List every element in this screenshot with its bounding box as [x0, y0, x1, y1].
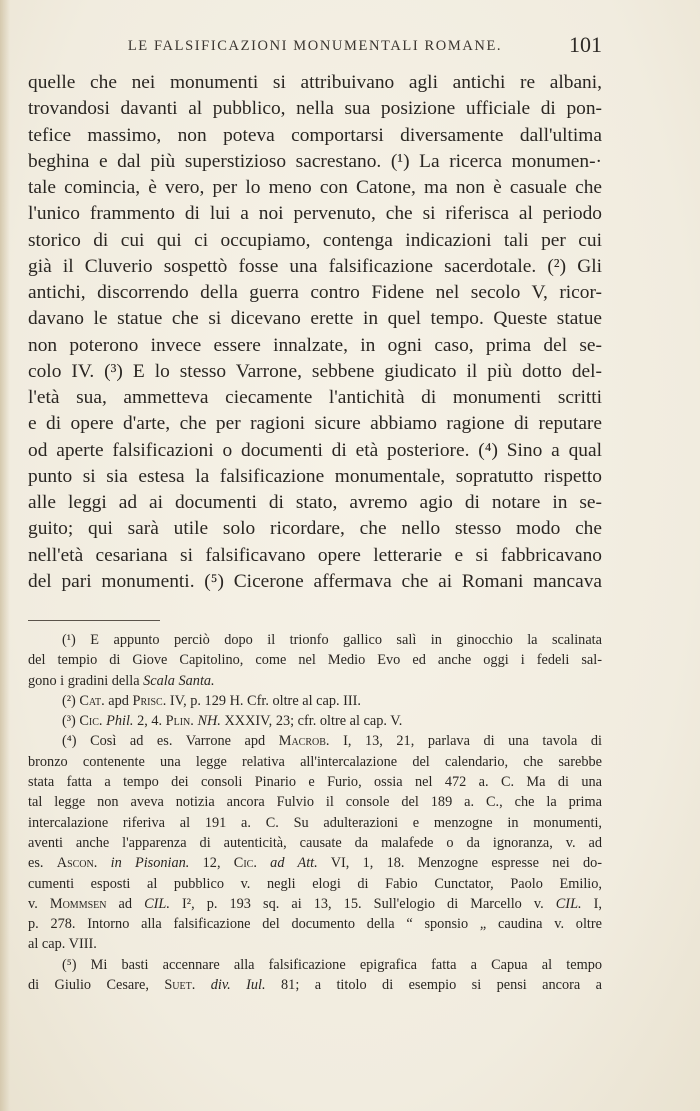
text-line: guito; qui sarà utile solo ricordare, che nello stesso modo che	[28, 518, 602, 540]
footnote-text: 12,	[189, 855, 234, 872]
footnotes	[28, 630, 602, 995]
footnote-marker: (²)	[62, 692, 80, 709]
text-line: davano le statue che si dicevano erette in quel tempo. Queste statue	[28, 308, 602, 330]
footnote-italic: div. Iul.	[210, 977, 266, 994]
main-text	[28, 70, 602, 595]
footnote-line	[28, 813, 602, 833]
footnote-abbrev: Cic.	[233, 855, 257, 872]
footnote-text: di Giulio Cesare,	[28, 977, 165, 994]
footnote-text: ad	[106, 895, 145, 912]
text-line: colo IV. (³) E lo stesso Varrone, sebbene giudicato il più dotto del-	[28, 360, 602, 382]
footnote-italic: NH.	[197, 713, 221, 730]
text-line: beghina e dal più superstizioso sacrestano. (¹) La ricerca monumen-·	[28, 150, 602, 172]
footnote-text: stata fatta a tempo dei consoli Pinario e Furio, ossia nel 472 a. C. Ma di una	[28, 774, 602, 791]
footnote-text: I², p. 193 sq. ai 13, 15. Sull'elogio di Marcello v.	[169, 895, 556, 912]
footnote-text: gono i gradini della	[28, 672, 144, 689]
footnote-line	[28, 955, 602, 975]
footnote-line	[28, 691, 602, 711]
text-line: e di opere d'arte, che per ragioni sicure abbiamo ragione di reputare	[28, 413, 602, 435]
footnote-line	[28, 975, 602, 995]
footnote-line	[28, 752, 602, 772]
running-title: LE FALSIFICAZIONI MONUMENTALI ROMANE.	[127, 38, 503, 54]
footnote-text: (⁴) Così ad es. Varrone apd	[62, 733, 279, 750]
footnote-text: del tempio di Giove Capitolino, come nel Medio Evo ed anche oggi i fedeli sal-	[28, 652, 602, 669]
footnote-text: 2, 4.	[133, 713, 166, 730]
footnote-abbrev: Macrob.	[278, 733, 330, 750]
footnote-text: cumenti esposti al pubblico v. negli elogi di Fabio Cunctator, Paolo Emilio,	[28, 875, 602, 892]
footnote-text: apd	[104, 692, 133, 709]
footnote-text: (⁵) Mi basti accennare alla falsificazione epigrafica fatta a Capua al tempo	[62, 956, 602, 973]
footnote-line	[28, 711, 602, 731]
footnote-line	[28, 874, 602, 894]
text-line: alle leggi ad ai documenti di stato, avremo agio di notare in se-	[28, 492, 602, 513]
footnote-line	[28, 630, 602, 650]
footnote-text: aventi anche l'apparenza di autenticità, causate da malafede o da ignoranza, v. ad	[28, 834, 602, 851]
footnote-text: v.	[28, 895, 50, 912]
footnote-line	[28, 894, 602, 914]
footnote-text: al cap. VIII.	[28, 936, 97, 953]
running-head	[28, 30, 602, 64]
footnote-italic: Phil.	[106, 713, 134, 730]
footnote-text: I, 13, 21, parlava di una tavola di	[329, 733, 602, 750]
footnote-space	[195, 977, 210, 993]
footnote-italic: ad Att.	[270, 855, 318, 872]
text-line: trovandosi davanti al pubblico, nella sua posizione ufficiale di pon-	[28, 98, 602, 120]
footnote-line	[28, 650, 602, 670]
footnote-abbrev: Mommsen	[49, 895, 107, 912]
footnote-text: es.	[28, 855, 57, 872]
footnote-italic: CIL.	[555, 895, 582, 912]
text-line: od aperte falsificazioni o documenti di età posteriore. (⁴) Sino a qual	[28, 439, 602, 461]
text-line: già il Cluverio sospettò fosse una falsificazione sacerdotale. (²) Gli	[28, 255, 602, 277]
footnote-italic: in Pisonian.	[110, 855, 190, 872]
text-line: quelle che nei monumenti si attribuivano agli antichi re albani,	[28, 72, 602, 93]
footnote-text: IV, p. 129 H. Cfr. oltre al cap. III.	[166, 692, 361, 709]
footnote-line	[28, 792, 602, 812]
footnote-line	[28, 731, 602, 751]
footnote-separator	[28, 620, 160, 621]
page-number: 101	[569, 32, 602, 57]
footnote-text: (¹) E appunto perciò dopo il trionfo gallico salì in ginocchio la scalinata	[62, 632, 602, 648]
footnote-line	[28, 853, 602, 873]
footnote-line	[28, 671, 602, 691]
text-line: nell'età cesariana si falsificavano opere letterarie e si fabbricavano	[28, 544, 602, 566]
footnote-text: p. 278. Intorno alla falsificazione del documento della “ sponsio „ caudina v. oltre	[28, 916, 602, 933]
text-line: antichi, discorrendo della guerra contro Fidene nel secolo V, ricor-	[28, 282, 602, 303]
footnote-abbrev: Plin.	[165, 713, 194, 730]
footnote-line	[28, 914, 602, 934]
footnote-text: 81; a titolo di esempio si pensi ancora a	[265, 977, 602, 994]
footnote-abbrev: Cat.	[79, 692, 105, 709]
text-line: l'età sua, ammetteva ciecamente l'antichità di monumenti scritti	[28, 387, 602, 408]
footnote-space	[257, 855, 270, 871]
footnote-abbrev: Suet.	[164, 977, 196, 994]
footnote-text: bronzo contenente una legge relativa all'intercalazione del calendario, che sarebbe	[28, 753, 602, 770]
footnote-italic: CIL.	[144, 895, 170, 912]
text-line: tefice massimo, non poteva comportarsi diversamente dall'ultima	[28, 124, 602, 146]
footnote-line	[28, 934, 602, 954]
footnote-abbrev: Cic.	[79, 713, 103, 730]
footnote-text: XXXIV, 23; cfr. oltre al cap. V.	[220, 713, 403, 730]
footnote-italic: Scala Santa.	[143, 672, 215, 689]
footnote-line	[28, 833, 602, 853]
text-line: storico di cui qui ci occupiamo, contenga indicazioni tali per cui	[28, 229, 602, 251]
footnote-abbrev: Ascon.	[56, 855, 98, 872]
footnote-text: I,	[581, 895, 602, 912]
gutter-shadow	[0, 0, 10, 1111]
text-line: punto si sia estesa la falsificazione monumentale, sopratutto rispetto	[28, 465, 602, 487]
footnote-text: intercalazione riferiva al 191 a. C. Su adulterazioni e menzogne in monumenti,	[28, 814, 602, 831]
text-line: non poterono invece essere innalzate, in ogni caso, prima del se-	[28, 334, 602, 356]
text-line: l'unico frammento di lui a noi pervenuto, che si riferisca al periodo	[28, 203, 602, 225]
footnote-marker: (³)	[62, 713, 80, 730]
footnote-text: VI, 1, 18. Menzogne espresse nei do-	[317, 855, 602, 872]
footnote-space	[97, 855, 110, 871]
text-line: tale comincia, è vero, per lo meno con Catone, ma non è casuale che	[28, 177, 602, 198]
footnote-line	[28, 772, 602, 792]
footnote-abbrev: Prisc.	[132, 692, 167, 709]
text-line: del pari monumenti. (⁵) Cicerone affermava che ai Romani mancava	[28, 570, 602, 592]
footnote-text: tal legge non aveva notizia ancora Fulvio il console del 189 a. C., che la prima	[28, 794, 602, 811]
